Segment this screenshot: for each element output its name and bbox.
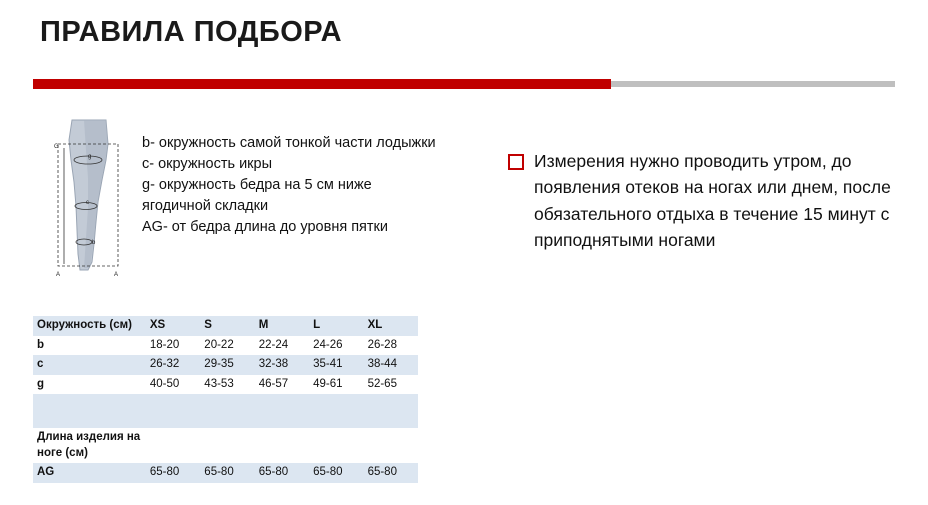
row-cell — [255, 394, 309, 428]
bullet-square-icon — [508, 154, 524, 170]
row-label: g — [37, 377, 45, 390]
row-cell: 46-57 — [258, 377, 289, 390]
row-cell: 65-80 — [149, 466, 180, 479]
row-cell: 32-38 — [258, 358, 289, 371]
row-label — [33, 394, 146, 428]
table-row — [33, 463, 418, 483]
row-cell — [255, 428, 309, 463]
row-cell: 40-50 — [149, 377, 180, 390]
table-header-cell-2: S — [204, 319, 212, 331]
size-table — [33, 316, 418, 483]
legend-line-c: c- окружность икры — [142, 156, 273, 173]
row-cell: 20-22 — [204, 338, 234, 351]
legend-line-b: b- окружность самой тонкой части лодыжки — [142, 135, 436, 151]
row-label: b — [37, 338, 45, 351]
row-cell: 24-26 — [313, 338, 343, 351]
table-header-cell-1: XS — [149, 319, 166, 331]
row-cell: 65-80 — [204, 466, 234, 479]
row-label: Длина изделия на ноге (см) — [37, 431, 141, 459]
row-cell: 26-32 — [149, 358, 180, 371]
table-row — [33, 355, 418, 375]
red-divider-bar — [33, 79, 611, 89]
row-cell: 65-80 — [258, 466, 289, 479]
row-cell: 29-35 — [204, 358, 234, 371]
measurement-legend — [142, 133, 442, 238]
row-cell — [146, 394, 200, 428]
page-title: ПРАВИЛА ПОДБОРА — [40, 16, 343, 48]
svg-text:A: A — [114, 272, 119, 278]
table-header-cell-0: Окружность (см) — [37, 319, 132, 331]
row-cell: 49-61 — [313, 377, 343, 390]
row-cell — [309, 394, 363, 428]
row-label: AG — [37, 466, 55, 479]
row-label: c — [37, 358, 44, 371]
table-header-cell-5: XL — [367, 319, 383, 331]
svg-text:g: g — [88, 154, 92, 160]
legend-line-g: g- окружность бедра на 5 см ниже ягодичной складки — [142, 177, 376, 215]
size-table-container — [33, 316, 418, 483]
row-cell: 43-53 — [204, 377, 234, 390]
row-cell: 22-24 — [258, 338, 289, 351]
gray-divider-bar — [611, 81, 895, 87]
table-row — [33, 375, 418, 395]
row-cell — [364, 428, 418, 463]
instruction-bullet — [508, 148, 898, 253]
table-row-spacer — [33, 394, 418, 428]
row-cell — [200, 428, 254, 463]
row-cell: 26-28 — [367, 338, 397, 351]
row-cell — [364, 394, 418, 428]
svg-text:A: A — [56, 272, 61, 278]
row-cell: 18-20 — [149, 338, 180, 351]
row-cell: 65-80 — [367, 466, 397, 479]
row-cell: 52-65 — [367, 377, 397, 390]
row-cell — [146, 428, 200, 463]
leg-measurement-diagram — [44, 118, 144, 288]
row-cell: 35-41 — [313, 358, 343, 371]
table-header-row — [33, 316, 418, 336]
legend-line-ag: AG- от бедра длина до уровня пятки — [142, 219, 388, 236]
svg-text:b: b — [92, 240, 96, 246]
row-cell — [309, 428, 363, 463]
instruction-text: Измерения нужно проводить утром, до появления отеков на ногах или днем, после обязательного отдыха в течение 15 минут с приподнятыми ногами — [534, 151, 891, 250]
table-header-cell-4: L — [313, 319, 321, 331]
svg-text:c: c — [86, 200, 89, 206]
table-header-cell-3: M — [258, 319, 269, 331]
row-cell: 38-44 — [367, 358, 397, 371]
table-row — [33, 336, 418, 356]
row-cell: 65-80 — [313, 466, 343, 479]
row-cell — [200, 394, 254, 428]
table-row — [33, 428, 418, 463]
svg-text:G: G — [54, 144, 59, 150]
